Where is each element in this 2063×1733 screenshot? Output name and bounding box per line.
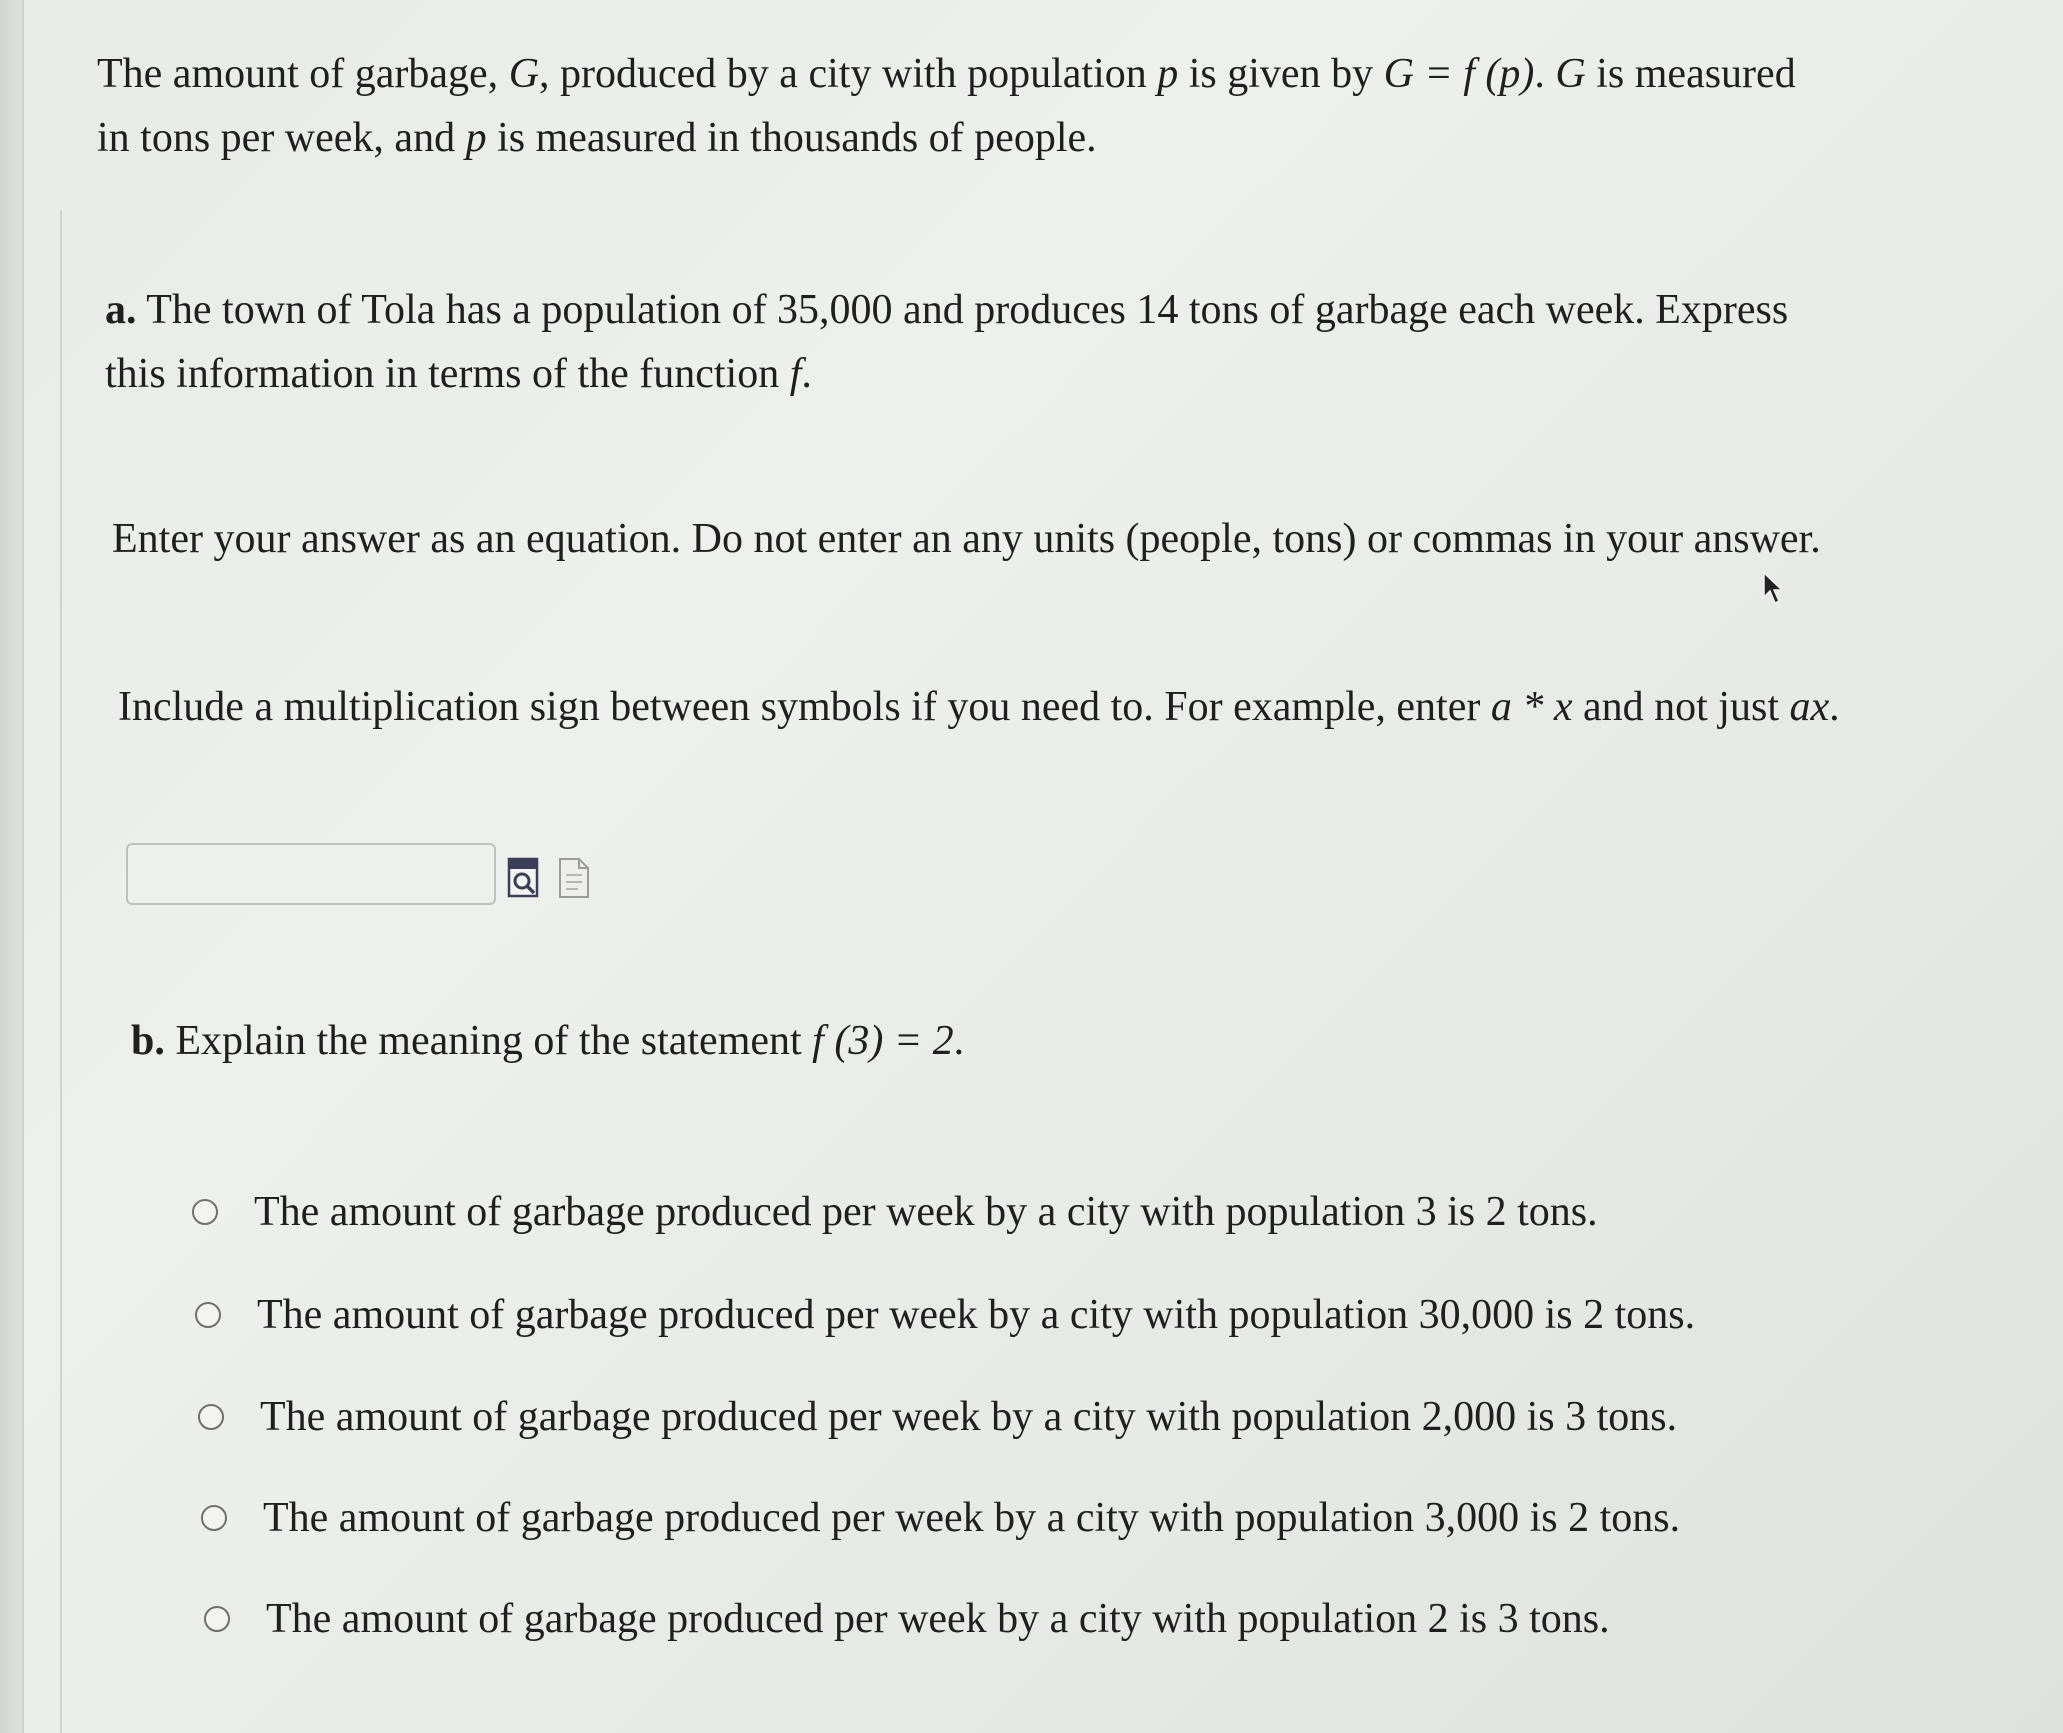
problem-intro (97, 42, 1796, 170)
answer-option[interactable] (201, 1486, 1680, 1550)
option-label: The amount of garbage produced per week by a city with population 3,000 is 2 tons. (263, 1495, 1681, 1541)
page-left-edge (0, 0, 24, 1733)
radio-button[interactable] (195, 1302, 221, 1328)
option-label: The amount of garbage produced per week by a city with population 2,000 is 3 tons. (260, 1394, 1678, 1440)
answer-input[interactable] (126, 843, 496, 905)
option-label: The amount of garbage produced per week by a city with population 2 is 3 tons. (266, 1596, 1610, 1642)
preview-icon[interactable] (507, 857, 541, 899)
answer-option[interactable] (192, 1180, 1598, 1244)
radio-button[interactable] (204, 1606, 230, 1632)
radio-button[interactable] (192, 1199, 218, 1225)
part-b-question: b. Explain the meaning of the statement f (3) = 2. (131, 1018, 965, 1064)
part-a-line-2: this information in terms of the function f. (105, 351, 812, 397)
answer-option[interactable] (204, 1587, 1610, 1651)
part-b-label: b. (131, 1018, 165, 1064)
answer-instruction-2: Include a multiplication sign between symbols if you need to. For example, enter a * x and not just ax. (118, 684, 1840, 730)
content-left-border (60, 210, 62, 1733)
intro-line-1: The amount of garbage, G, produced by a city with population p is given by G = f (p). G is measured (97, 51, 1796, 97)
function-equation: G = f (p) (1383, 51, 1535, 97)
part-a-line-1: a. The town of Tola has a population of 35,000 and produces 14 tons of garbage each week. Express (105, 287, 1789, 333)
answer-option[interactable] (198, 1385, 1677, 1449)
intro-line-2: in tons per week, and p is measured in thousands of people. (97, 115, 1097, 161)
radio-button[interactable] (201, 1505, 227, 1531)
help-document-icon[interactable] (557, 857, 591, 899)
radio-button[interactable] (198, 1404, 224, 1430)
mouse-pointer-icon (1762, 571, 1786, 607)
option-label: The amount of garbage produced per week by a city with population 3 is 2 tons. (254, 1189, 1598, 1235)
answer-option[interactable] (195, 1283, 1695, 1347)
statement-equation: f (3) = 2 (812, 1018, 954, 1064)
part-a-label: a. (105, 287, 137, 333)
part-a-question (105, 278, 1788, 406)
option-label: The amount of garbage produced per week by a city with population 30,000 is 2 tons. (257, 1292, 1696, 1338)
answer-instruction-1: Enter your answer as an equation. Do not enter an any units (people, tons) or commas in your answer. (112, 516, 1821, 562)
